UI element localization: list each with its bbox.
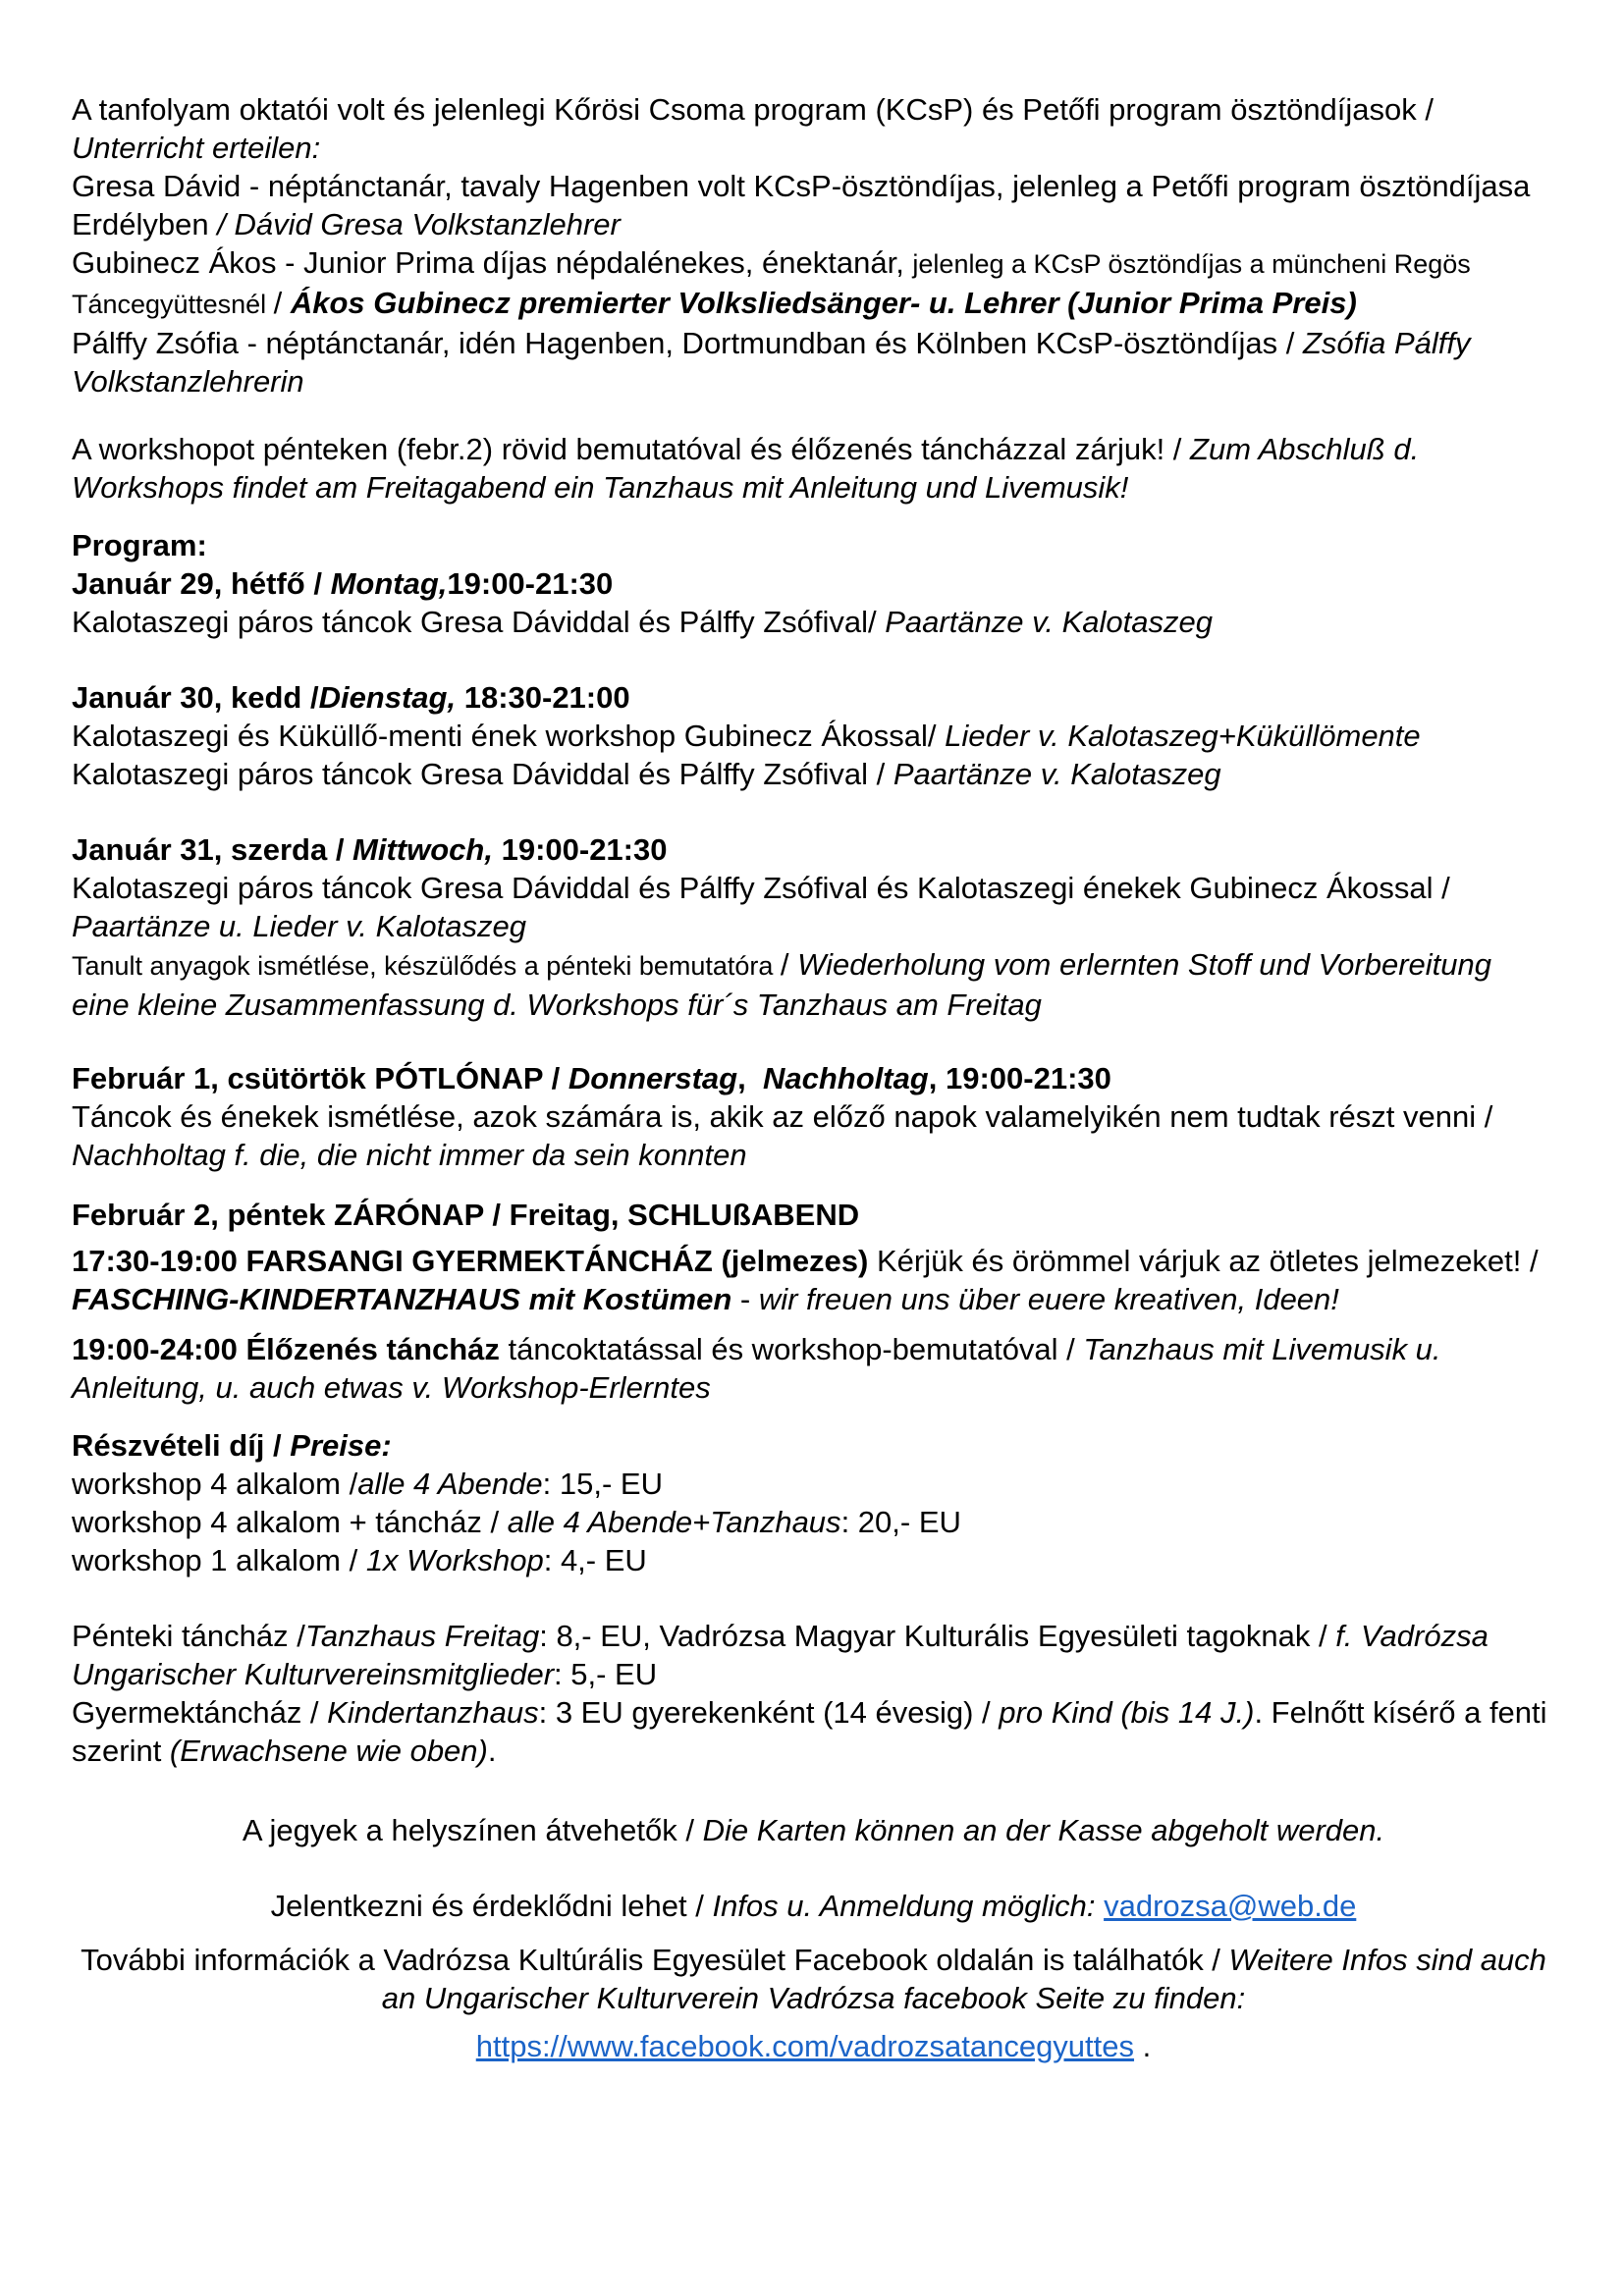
- text-run: Gyermektáncház /: [72, 1695, 328, 1730]
- text-line: [72, 1196, 1555, 1234]
- text-run: Zum Abschluß d. Workshops findet am Freitagabend ein Tanzhaus mit Anleitung und Livemusik!: [72, 432, 1428, 505]
- text-line: [72, 678, 1555, 717]
- text-run: táncoktatással és workshop-bemutatóval /: [508, 1332, 1084, 1366]
- text-line: [72, 1097, 1555, 1136]
- text-run: Kérjük és örömmel várjuk az ötletes jelmezeket! /: [876, 1244, 1547, 1278]
- facebook-link-line: [72, 2027, 1555, 2065]
- text-line: [72, 1941, 1555, 2017]
- text-run: A jegyek a helyszínen átvehetők /: [242, 1813, 703, 1847]
- program-feb2-heading: [72, 1196, 1555, 1234]
- text-line: [72, 1465, 1555, 1503]
- text-run: Dienstag,: [318, 680, 457, 715]
- text-line: [72, 1136, 1555, 1174]
- text-run: Részvételi díj /: [72, 1428, 291, 1463]
- email-link[interactable]: vadrozsa@web.de: [1104, 1889, 1357, 1923]
- text-run: Paartänze v. Kalotaszeg: [885, 605, 1213, 639]
- text-run: : 15,- EU: [542, 1467, 663, 1501]
- program-jan29: [72, 564, 1555, 641]
- text-line: [72, 869, 1555, 945]
- text-run: : 5,- EU: [554, 1657, 658, 1691]
- contact-note: [72, 1887, 1555, 1925]
- text-run: Nachholtag f. die, die nicht immer da sein konnten: [72, 1138, 747, 1172]
- text-line: [72, 167, 1555, 243]
- text-run: 19:00-21:30: [447, 566, 614, 601]
- text-run: f. Vadrózsa Ungarischer Kulturvereinsmitglieder: [72, 1619, 1497, 1691]
- text-run: /: [780, 947, 798, 982]
- text-run: Tanult anyagok ismétlése, készülődés a pénteki bemutatóra: [72, 951, 781, 981]
- text-run: Zsófia Pálffy Volkstanzlehrerin: [72, 326, 1480, 399]
- text-run: Infos u. Anmeldung möglich:: [712, 1889, 1105, 1923]
- text-run: workshop 4 alkalom + táncház /: [72, 1505, 508, 1539]
- text-line: [72, 1330, 1555, 1407]
- text-run: ,: [737, 1061, 763, 1095]
- text-run: 1x Workshop: [365, 1543, 544, 1577]
- text-run: Pénteki táncház /: [72, 1619, 305, 1653]
- text-run: További információk a Vadrózsa Kultúrális Egyesület Facebook oldalán is találhatók /: [81, 1943, 1229, 1977]
- text-line: [72, 1887, 1555, 1925]
- text-line: [72, 1811, 1555, 1849]
- text-run: workshop 4 alkalom /: [72, 1467, 358, 1501]
- text-run: Február 1, csütörtök PÓTLÓNAP /: [72, 1061, 568, 1095]
- text-run: . Felnőtt kísérő a fenti szerint: [72, 1695, 1556, 1768]
- text-run: Gubinecz Ákos - Junior Prima díjas népdalénekes, énektanár,: [72, 245, 913, 280]
- text-run: /: [273, 286, 291, 320]
- text-run: pro Kind (bis 14 J.): [999, 1695, 1255, 1730]
- text-run: Január 30, kedd /: [72, 680, 319, 715]
- text-run: Kalotaszegi páros táncok Gresa Dáviddal és Pálffy Zsófival /: [72, 757, 893, 791]
- text-line: [72, 1693, 1555, 1770]
- text-run: Kalotaszegi páros táncok Gresa Dáviddal és Pálffy Zsófival és Kalotaszegi énekek Gubinecz Ákossal /: [72, 871, 1459, 905]
- text-run: Die Karten können an der Kasse abgeholt werden.: [702, 1813, 1385, 1847]
- text-line: [72, 945, 1555, 1024]
- text-line: [72, 564, 1555, 603]
- text-run: Kindertanzhaus: [327, 1695, 539, 1730]
- text-line: [72, 1242, 1555, 1318]
- text-run: Táncok és énekek ismétlése, azok számára is, akik az előző napok valamelyikén nem tudtak részt venni /: [72, 1099, 1493, 1134]
- farsangi-paragraph: [72, 1242, 1555, 1318]
- text-run: : 4,- EU: [543, 1543, 647, 1577]
- text-run: Gresa Dávid - néptánctanár, tavaly Hagenben volt KCsP-ösztöndíjas, jelenleg a Petőfi program ösztöndíjasa Erdélyben: [72, 169, 1540, 241]
- text-line: [72, 2027, 1555, 2065]
- text-line: [72, 717, 1555, 755]
- text-line: [72, 243, 1555, 324]
- program-jan30: [72, 678, 1555, 793]
- text-line: [72, 830, 1555, 869]
- text-run: : 20,- EU: [840, 1505, 961, 1539]
- text-run: Paartänze v. Kalotaszeg: [893, 757, 1221, 791]
- text-line: [72, 1426, 1555, 1465]
- text-line: [72, 755, 1555, 793]
- text-run: workshop 1 alkalom /: [72, 1543, 366, 1577]
- facebook-note: [72, 1941, 1555, 2017]
- text-line: [72, 1617, 1555, 1693]
- text-run: Program:: [72, 528, 207, 562]
- text-run: Pálffy Zsófia - néptánctanár, idén Hagenben, Dortmundban és Kölnben KCsP-ösztöndíjas /: [72, 326, 1303, 360]
- text-run: .: [1134, 2029, 1152, 2063]
- text-run: Preise:: [290, 1428, 392, 1463]
- text-line: [72, 430, 1555, 507]
- text-run: Január 31, szerda /: [72, 832, 353, 867]
- text-run: Weitere Infos sind auch an Ungarischer Kulturverein Vadrózsa facebook Seite zu finden:: [381, 1943, 1555, 2015]
- text-run: Unterricht erteilen:: [72, 131, 321, 165]
- text-run: A tanfolyam oktatói volt és jelenlegi Kőrösi Csoma program (KCsP) és Petőfi program ösztöndíjasok /: [72, 92, 1442, 127]
- text-run: alle 4 Abende+Tanzhaus: [507, 1505, 841, 1539]
- text-line: [72, 1503, 1555, 1541]
- document-content: [72, 90, 1555, 2065]
- text-run: Február 2, péntek ZÁRÓNAP / Freitag, SCHLUßABEND: [72, 1198, 860, 1232]
- text-run: -: [731, 1282, 759, 1316]
- text-run: Január 29, hétfő /: [72, 566, 331, 601]
- text-run: 18:30-21:00: [456, 680, 630, 715]
- text-run: Wiederholung vom erlernten Stoff und Vorbereitung eine kleine Zusammenfassung d. Workshops für´s Tanzhaus am Freitag: [72, 947, 1500, 1022]
- text-line: [72, 90, 1555, 167]
- text-run: Ákos Gubinecz premierter Volksliedsänger- u. Lehrer (Junior Prima Preis): [290, 286, 1357, 320]
- program-feb1: [72, 1059, 1555, 1174]
- facebook-link[interactable]: https://www.facebook.com/vadrozsatancegyuttes: [475, 2029, 1135, 2063]
- text-run: : 8,- EU, Vadrózsa Magyar Kulturális Egyesületi tagoknak /: [539, 1619, 1336, 1653]
- text-run: , 19:00-21:30: [928, 1061, 1111, 1095]
- text-run: Mittwoch,: [352, 832, 493, 867]
- text-run: Nachholtag: [762, 1061, 929, 1095]
- tickets-note: [72, 1811, 1555, 1849]
- text-run: Tanzhaus mit Livemusik u. Anleitung, u. auch etwas v. Workshop-Erlerntes: [72, 1332, 1449, 1405]
- text-line: [72, 603, 1555, 641]
- text-run: .: [487, 1734, 497, 1768]
- text-run: Lieder v. Kalotaszeg+Küküllömente: [945, 719, 1421, 753]
- friday-prices: [72, 1617, 1555, 1770]
- closing-note: [72, 430, 1555, 507]
- text-line: [72, 526, 1555, 564]
- instructors-intro: [72, 90, 1555, 400]
- text-run: Kalotaszegi és Küküllő-menti ének workshop Gubinecz Ákossal/: [72, 719, 946, 753]
- prices: [72, 1426, 1555, 1579]
- text-run: Kalotaszegi páros táncok Gresa Dáviddal és Pálffy Zsófival/: [72, 605, 886, 639]
- text-run: / Dávid Gresa Volkstanzlehrer: [217, 207, 621, 241]
- text-run: 17:30-19:00 FARSANGI GYERMEKTÁNCHÁZ (jelmezes): [72, 1244, 877, 1278]
- text-run: Montag,: [330, 566, 448, 601]
- text-run: Donnerstag: [568, 1061, 738, 1095]
- text-run: (Erwachsene wie oben): [169, 1734, 488, 1768]
- text-line: [72, 324, 1555, 400]
- text-run: : 3 EU gyerekenként (14 évesig) /: [538, 1695, 1000, 1730]
- text-run: FASCHING-KINDERTANZHAUS mit Kostümen: [72, 1282, 732, 1316]
- program-heading: [72, 526, 1555, 564]
- text-run: Paartänze u. Lieder v. Kalotaszeg: [72, 909, 526, 943]
- text-run: 19:00-21:30: [492, 832, 668, 867]
- text-run: wir freuen uns über euere kreativen, Ideen!: [758, 1282, 1339, 1316]
- text-line: [72, 1541, 1555, 1579]
- tanzhaus-paragraph: [72, 1330, 1555, 1407]
- text-line: [72, 1059, 1555, 1097]
- program-jan31: [72, 830, 1555, 1024]
- text-run: Jelentkezni és érdeklődni lehet /: [270, 1889, 713, 1923]
- text-run: Tanzhaus Freitag: [304, 1619, 540, 1653]
- text-run: 19:00-24:00 Élőzenés táncház: [72, 1332, 509, 1366]
- text-run: A workshopot pénteken (febr.2) rövid bemutatóval és élőzenés táncházzal zárjuk! /: [72, 432, 1191, 466]
- text-run: alle 4 Abende: [357, 1467, 543, 1501]
- text-run: jelenleg a KCsP ösztöndíjas a müncheni Regös Táncegyüttesnél: [72, 249, 1478, 319]
